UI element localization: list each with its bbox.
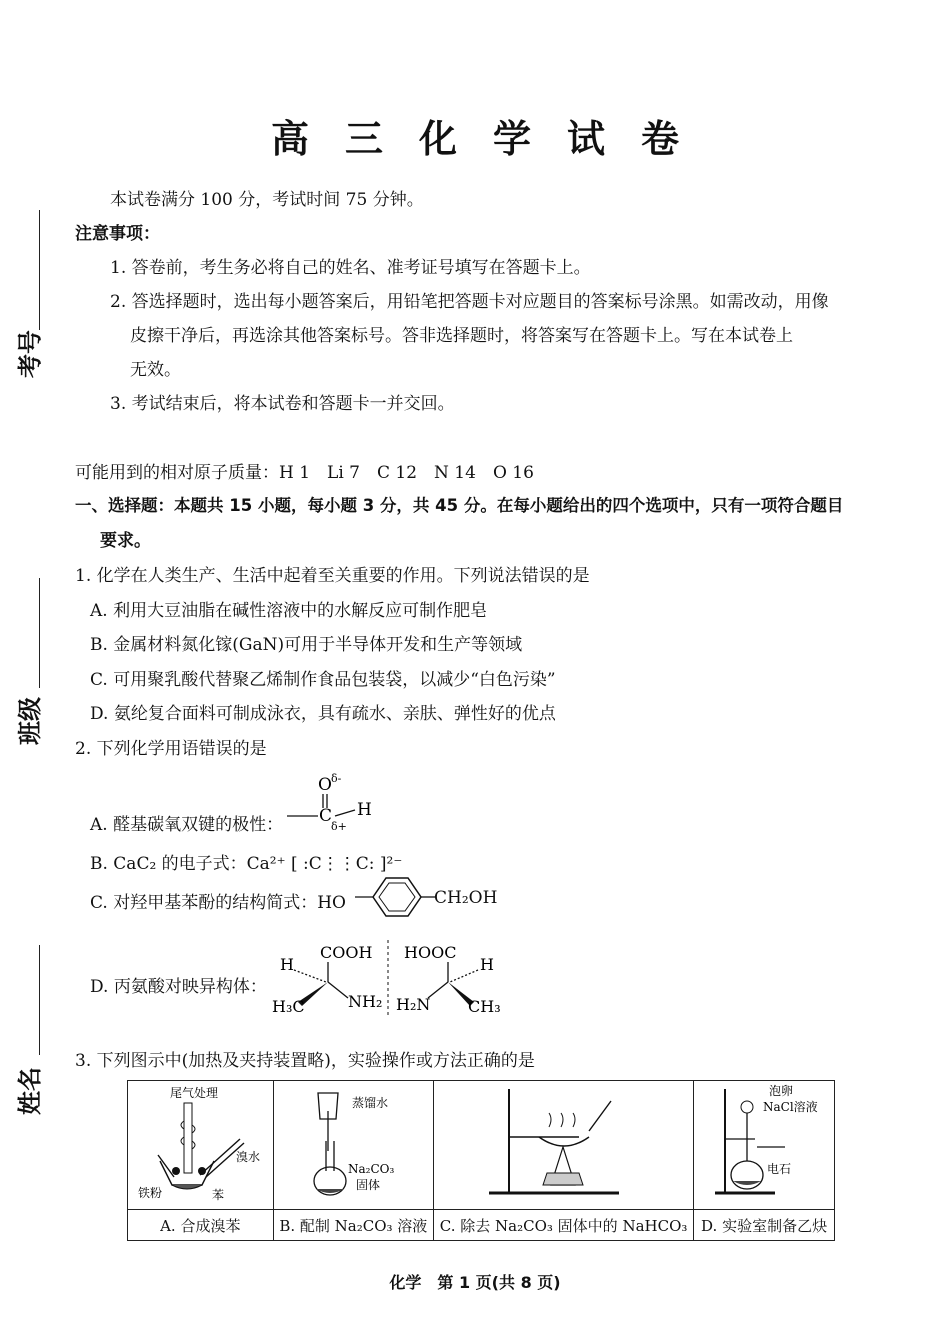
left-nh2: NH₂ (348, 992, 383, 1011)
name-line (39, 945, 40, 1055)
label-bromine-water: 溴水 (236, 1150, 261, 1164)
title-char: 化 (418, 117, 457, 161)
delta-plus: δ+ (331, 820, 347, 832)
oxygen-atom: O (318, 775, 332, 795)
section-heading-cont: 要求。 (100, 531, 151, 551)
left-cooh: COOH (320, 943, 373, 962)
title-char: 高 (270, 117, 309, 161)
q1-option-d: D. 氨纶复合面料可制成泳衣，具有疏水、亲肤、弹性好的优点 (90, 704, 556, 724)
exam-number-label: 考号 (16, 330, 44, 378)
notice-item: 3. 考试结束后，将本试卷和答题卡一并交回。 (110, 394, 455, 414)
benzene-ring-icon (355, 872, 435, 922)
delta-minus: δ- (331, 772, 342, 785)
aldehyde-polarity-structure (285, 768, 395, 832)
label-iron-powder: 铁粉 (138, 1186, 163, 1200)
q1-option-c: C. 可用聚乳酸代替聚乙烯制作食品包装袋，以减少“白色污染” (90, 670, 556, 690)
caption-b: B. 配制 Na₂CO₃ 溶液 (273, 1210, 434, 1241)
acetylene-apparatus-icon (695, 1081, 833, 1205)
label-benzene: 苯 (212, 1188, 225, 1202)
apparatus-d (694, 1081, 835, 1210)
heating-evaporation-icon (439, 1081, 689, 1205)
name-label: 姓名 (16, 1067, 44, 1115)
q2-option-a: A. 醛基碳氧双键的极性： (90, 815, 284, 835)
class-label: 班级 (16, 697, 44, 745)
right-h: H (480, 955, 494, 974)
hydrogen-atom: H (357, 800, 372, 820)
label-nacl-solution: NaCl溶液 (763, 1100, 818, 1114)
title-char: 试 (567, 117, 606, 161)
title-char: 学 (493, 117, 532, 161)
apparatus-b (273, 1081, 434, 1210)
q2-option-d: D. 丙氨酸对映异构体： (90, 977, 267, 997)
q2-option-c: C. 对羟甲基苯酚的结构简式：HO (90, 893, 346, 913)
label-distilled-water: 蒸馏水 (351, 1096, 388, 1110)
q1-stem: 1. 化学在人类生产、生活中起着至关重要的作用。下列说法错误的是 (75, 566, 590, 586)
intro-text: 本试卷满分 100 分，考试时间 75 分钟。 (110, 190, 424, 210)
solution-prep-icon (276, 1081, 431, 1205)
notice-item: 1. 答卷前，考生务必将自己的姓名、准考证号填写在答题卡上。 (110, 258, 591, 278)
left-ch3: H₃C (272, 997, 305, 1015)
notice-heading: 注意事项： (75, 224, 160, 244)
apparatus-a (128, 1081, 274, 1210)
apparatus-table (127, 1080, 835, 1241)
apparatus-c (434, 1081, 694, 1210)
q2-stem: 2. 下列化学用语错误的是 (75, 739, 267, 759)
label-saturated: 泡卵 (769, 1084, 794, 1098)
bromobenzene-apparatus-icon (130, 1081, 270, 1205)
title-char: 三 (344, 117, 383, 161)
left-h: H (280, 955, 294, 974)
page-footer: 化学 第 1 页(共 8 页) (389, 1273, 561, 1292)
label-solid: 固体 (355, 1178, 380, 1192)
label-sodium-carbonate: Na₂CO₃ (347, 1162, 395, 1176)
class-line (39, 578, 40, 688)
section-heading: 一、选择题：本题共 15 小题，每小题 3 分，共 45 分。在每小题给出的四个选项中，只有一项符合题目 (75, 496, 844, 515)
label-tail-gas: 尾气处理 (170, 1086, 219, 1100)
caption-c: C. 除去 Na₂CO₃ 固体中的 NaHCO₃ (434, 1210, 694, 1241)
exam-number-line (39, 210, 40, 330)
right-hooc: HOOC (404, 943, 457, 962)
page-title (0, 108, 950, 163)
q1-option-b: B. 金属材料氮化镓(GaN)可用于半导体开发和生产等领域 (90, 635, 523, 655)
caption-d: D. 实验室制备乙炔 (694, 1210, 835, 1241)
notice-item: 皮擦干净后，再选涂其他答案标号。答非选择题时，将答案写在答题卡上。写在本试卷上 (130, 326, 793, 346)
caption-a: A. 合成溴苯 (128, 1210, 274, 1241)
q3-stem: 3. 下列图示中(加热及夹持装置略)，实验操作或方法正确的是 (75, 1051, 535, 1071)
notice-item: 2. 答选择题时，选出每小题答案后，用铅笔把答题卡对应题目的答案标号涂黑。如需改动，用像 (110, 292, 829, 312)
label-calcium-carbide: 电石 (767, 1162, 792, 1176)
notice-item: 无效。 (130, 360, 181, 380)
q2-option-c-tail: CH₂OH (434, 888, 498, 908)
carbon-atom: C (319, 806, 333, 826)
atomic-masses: 可能用到的相对原子质量：H 1 Li 7 C 12 N 14 O 16 (75, 463, 534, 483)
alanine-enantiomers (268, 940, 508, 1015)
right-ch3: CH₃ (468, 997, 501, 1015)
right-nh2: H₂N (396, 995, 431, 1014)
title-char: 卷 (641, 117, 680, 161)
q1-option-a: A. 利用大豆油脂在碱性溶液中的水解反应可制作肥皂 (90, 601, 488, 621)
q2-option-b: B. CaC₂ 的电子式：Ca²⁺ [ :C⋮⋮C: ]²⁻ (90, 854, 403, 874)
